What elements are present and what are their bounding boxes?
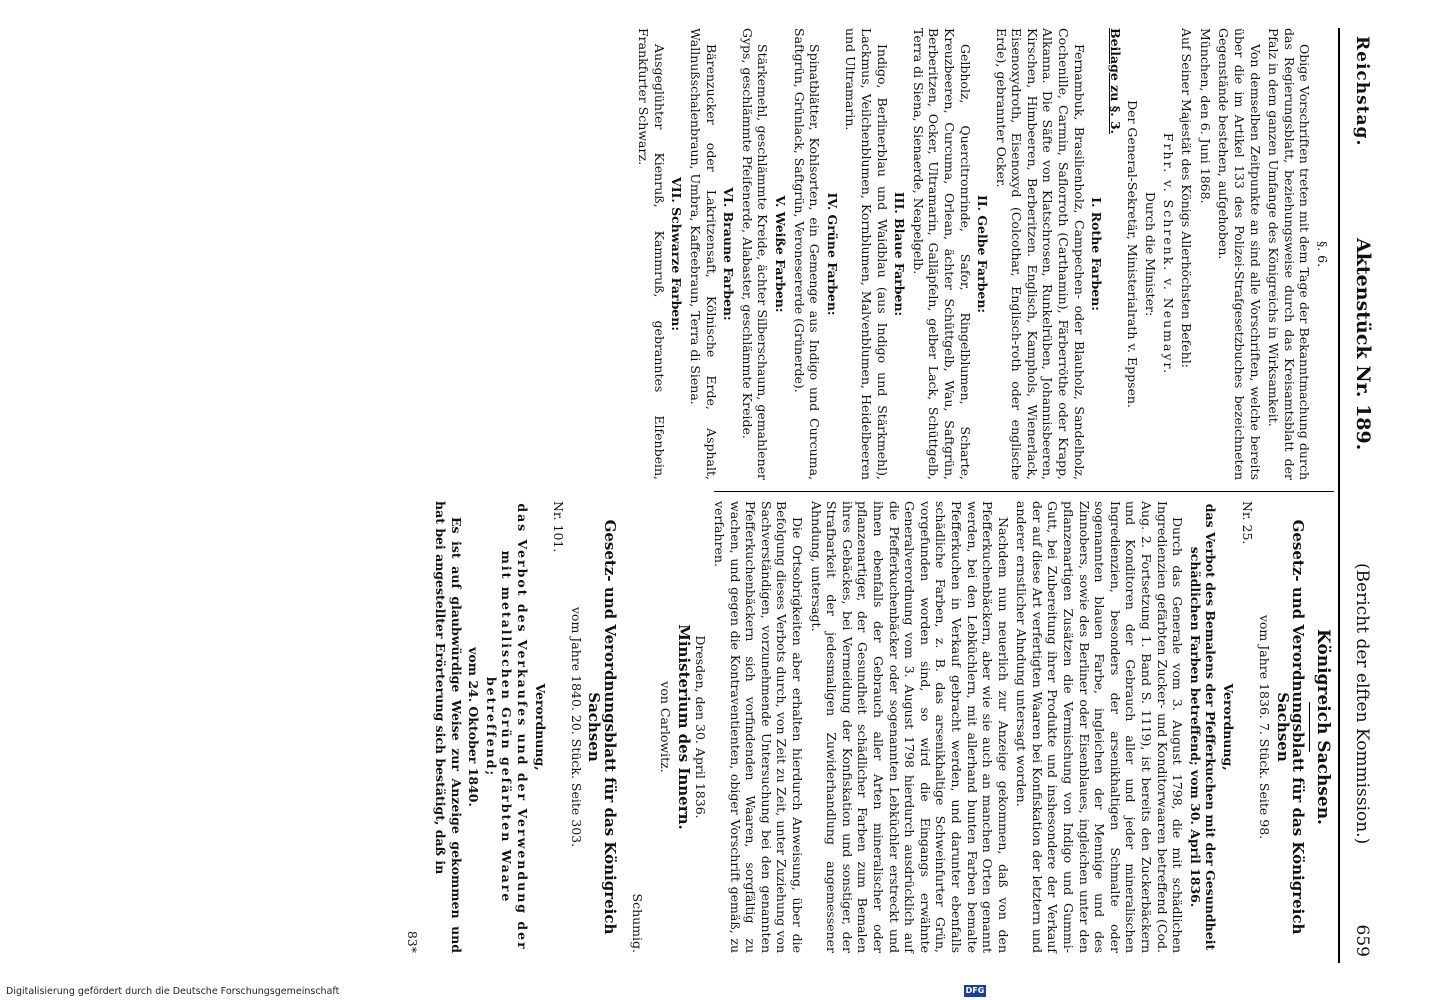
paragraph: Die Ortsobrigkeiten aber erhalten hierdurch Anweisung, über die Befolgung dieses Verbots durch, von Zeit zu Zeit, unter Zuziehung von Sachverständigen, vorzunehmende Untersuchung bei den genannten Pfefferkuchenbäckern sich vorfindenden Waaren, sorgfältig zu wachen, und gegen die Kontraventienten, obiger Vorschrift gemäß, zu verfahren. — [712, 501, 805, 953]
category-title: III. Blaue Farben: — [892, 191, 908, 317]
category-title: VII. Schwarze Farben: — [669, 177, 685, 331]
header-center: Aktenstück Nr. 189. — [1352, 238, 1374, 451]
category-title: I. Rothe Farben: — [1089, 197, 1105, 311]
by-ministers: Durch die Minister: — [1143, 191, 1159, 317]
category-text: Gelbholz, Quercitronrinde, Safor, Ringelblumen, Scharte, Kreuzbeeren, Curcuma, Orlean, ächter Schüttgelb, Wau, Saftgrün, Berberitzen, Ocker, Ultramarin, Galläpfeln, gelber Lack, Schüttgelb, Terra di Siena, Sienaerde, Neapelgelb. — [910, 28, 973, 480]
gazette-ref: vom Jahre 1836. 7. Stück. Seite 98. — [1257, 614, 1273, 840]
category-text: Spinatblätter, Kohlsorten, ein Gemenge aus Indigo und Curcuma, Saftgrün, Grünlack, Saftgrün, Veronesererde (Grünerde). — [791, 28, 823, 480]
signer: von Carlowitz. — [658, 681, 674, 773]
category-title: V. Weiße Farben: — [773, 195, 788, 313]
date-line: München, den 6. Juni 1868. — [1197, 28, 1213, 204]
digitization-note: Digitalisierung gefördert durch die Deutsche Forschungsgemeinschaft — [6, 986, 340, 997]
appendix-title: Beilage zu §. 3. — [1107, 28, 1123, 134]
category-text: Indigo, Berlinerblau und Waidblau (aus Indigo und Stärkmehl), Lackmus, Veilchenblumen, Kornblumen, Malvenblumen, Heidelbeeren und Ultramarin. — [843, 28, 890, 480]
category-title: VI. Braune Farben: — [721, 187, 737, 321]
right-column — [392, 501, 1332, 953]
gazette-title: Gesetz- und Verordnungsblatt für das Königreich Sachsen — [1273, 519, 1308, 935]
decree-subject: das Verbot des Bemalens der Pfefferkuchen mit der Gesundheit schädlichen Farben betreffend; vom 30. April 1836. — [1187, 503, 1219, 951]
left-column — [633, 28, 1332, 480]
paragraph: Von demselben Zeitpunkte an sind alle Vorschriften, welche bereits über die im Artikel 133 des Polizei-Strafgesetzbuches bezeichneten Gegenstände bestehen, aufgehoben. — [1216, 28, 1263, 480]
secretary: Der General-Sekretär, Ministerialrath v. Eppsen. — [1125, 100, 1141, 408]
decree-number: Nr. 101. — [551, 501, 567, 553]
paragraph: Obige Vorschriften treten mit dem Tage der Bekanntmachung durch das Regierungsblatt, beziehungsweise durch das Kreisamtsblatt der Pfalz in dem ganzen Umfange des Königreichs in Wirksamkeit. — [1266, 28, 1313, 480]
gazette-title: Gesetz- und Verordnungsblatt für das Königreich Sachsen — [585, 519, 620, 935]
digitization-footer — [0, 985, 1000, 999]
header-left: Reichstag. — [1352, 36, 1372, 147]
kingdom-title: Königreich Sachsen. — [1313, 629, 1333, 825]
paragraph: Durch das Generale vom 3. August 1798, die mit schädlichen Ingredienzien gefärbten Zucker- und Konditorwaaren betreffend (Cod. Aug. 2. Fortsetzung 1. Band S. 1119), ist bereits den Zuckerbäckern und Konditoren der Gebrauch aller und jeder mineralischen Ingredienzien, besonders der arsenikhaltigen Schmalte oder sogenannten blauen Farbe, ingleichen der Mennige und des Zinnobers, sowie des Berliner oder Eisenblaues, ingleichen unter den pflanzenartigen Zusätzen die Vermischung von Indigo und Gummi-Gutt, bei Zubereitung ihrer Produkte und inshesondere der Verkauf der auf diese Art verfertigten Waaren bei Konfiskation der letztern und anderer ernstlicher Ahndung untersagt worden. — [1014, 501, 1186, 953]
title-rule — [1309, 702, 1310, 752]
command-line: Auf Seiner Majestät des Königs Allerhöchsten Befehl: — [1179, 28, 1195, 368]
paragraph: Nachdem nun neuerlich zur Anzeige gekommen, daß von den Pfefferkuchenbäckern, aber wie sie auch an manchen Orten genannt werden, bei den Lebküchlern, mit allerhand bunten Farben bemalte Pfefferkuchen in Verkauf gebracht werden, und darunter ebenfalls schädliche Farben, z. B. das arsenikhaltige Schweinfurter Grün, vorgefunden worden sind, so wird die Eingangs erwähnte Generalverordnung vom 3. August 1798 hierdurch ausdrücklich auf die Pfefferkuchenbäcker oder sogenannten Lebküchler erstreckt und ihnen ebenfalls der Gebrauch aller Arten mineralischer oder pflanzenartiger, der Gesundheit schädlicher Farben zum Bemalen ihres Gebäckes, bei Vermeidung der Konfiskation und sonstiger, der Strafbarkeit der jedesmaligen Zuwiderhandlung angemessener Ahndung, untersagt. — [808, 501, 1011, 953]
decree-label: Verordnung, — [1221, 683, 1237, 771]
date-line: vom 24. Oktober 1840. — [466, 647, 482, 807]
header-rule — [1338, 28, 1340, 963]
catchword: 83* — [405, 930, 421, 953]
category-text: Stärkemehl, geschlämmte Kreide, ächter Silberschaum, gemahlener Gyps, geschlämmte Pfeifenerde, Alabaster, geschlämmte Kreide. — [739, 28, 771, 480]
running-header — [1340, 28, 1380, 963]
signers: Frhr. v. Schrenk. v. Neumayr. — [1160, 132, 1176, 376]
dfg-logo: DFG — [965, 986, 985, 995]
category-title: II. Gelbe Farben: — [975, 194, 991, 314]
category-text: Ausgeglühter Kienruß, Kammruß, gebranntes Elfenbein, Frankfurter Schwarz. — [636, 28, 667, 480]
section-head: §. 6. — [1315, 240, 1330, 268]
decree-label: Verordnung, — [532, 683, 548, 771]
page-frame — [45, 28, 1380, 963]
page-number: 659 — [1352, 924, 1372, 957]
paragraph: Es ist auf glaubwürdige Weise zur Anzeige gekommen und hat bei angestellter Erörterung sich bestätigt, daß in — [433, 501, 464, 953]
decree-number: Nr. 25. — [1239, 501, 1255, 545]
category-text: Bärenzucker oder Lakritzensaft, Kölnische Erde, Asphalt, Wallnußschalenbraun, Umbra, Kaffeebraun, Terra di Siena. — [688, 28, 719, 480]
category-title: IV. Grüne Farben: — [824, 192, 840, 316]
gazette-ref: vom Jahre 1840. 20. Stück. Seite 303. — [568, 606, 584, 848]
ministry: Ministerium des Innern. — [674, 624, 693, 830]
header-right: (Bericht der elften Kommission.) — [1352, 563, 1372, 845]
signer: Schumig. — [630, 893, 646, 953]
decree-subject: das Verbot des Verkaufes und der Verwendung der mit metallischen Grün gefärbten Waare betreffend; — [483, 503, 531, 951]
date-line: Dresden, den 30. April 1836. — [693, 635, 709, 819]
column-separator — [714, 491, 1334, 492]
category-text: Fernambuk, Brasilienholz, Campechen- oder Blauholz, Sandelholz, Cochenille, Carmin, Saflorroth (Carthamin), Färberröthe oder Krapp, Alkanna. Die Säfte von Klatschrosen, Runkelrüben, Johannisbeeren, Kirschen, Himbeeren, Berberitzen. Englisch, Kamphols, Wienerlack, Eisenoxydroth, Eisenoxyd (Colcothar, Englisch-roth oder englische Erde), gebrannter Ocker. — [993, 28, 1087, 480]
